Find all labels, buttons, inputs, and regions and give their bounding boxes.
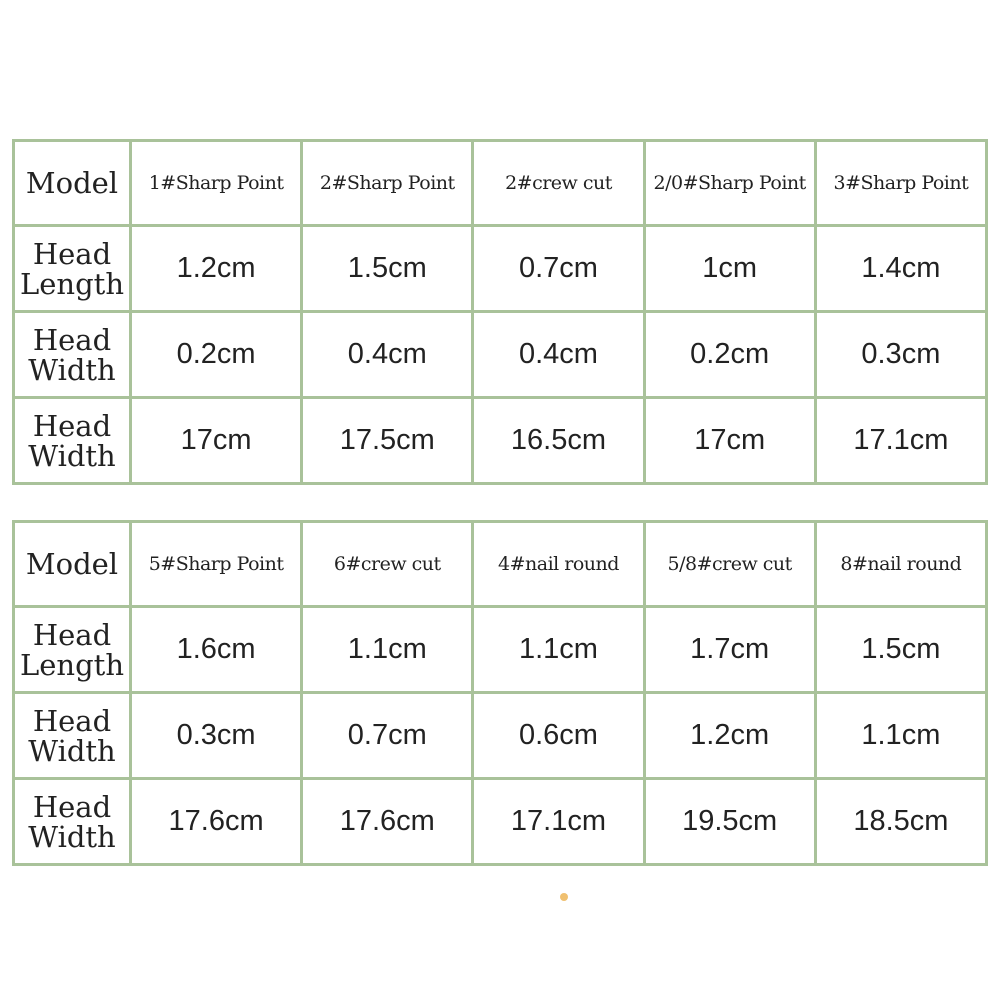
model-name: 4#nail round [473,522,644,607]
row-label [14,607,131,693]
head-length-row [14,607,987,693]
value-cell: 0.7cm [473,226,644,312]
model-row [14,141,987,226]
model-name: 2/0#Sharp Point [644,141,815,226]
row-label-line: Head [32,408,112,443]
value-cell: 1.5cm [302,226,473,312]
head-length-row [14,226,987,312]
head-width-row [14,312,987,398]
row-label-line: Length [20,647,124,682]
value-cell: 17.6cm [302,779,473,865]
value-cell: 1.1cm [473,607,644,693]
value-cell: 0.3cm [815,312,986,398]
value-cell: 1.2cm [644,693,815,779]
row-label [14,398,131,484]
model-name: 6#crew cut [302,522,473,607]
value-cell: 1.7cm [644,607,815,693]
model-name: 2#Sharp Point [302,141,473,226]
model-name: 8#nail round [815,522,986,607]
model-name: 5#Sharp Point [131,522,302,607]
value-cell: 17cm [131,398,302,484]
row-label [14,226,131,312]
row-label-line: Width [28,352,116,387]
value-cell: 0.3cm [131,693,302,779]
model-name: 5/8#crew cut [644,522,815,607]
value-cell: 0.4cm [473,312,644,398]
value-cell: 1.1cm [302,607,473,693]
decorative-dot [560,893,568,901]
spec-table-1 [12,139,988,485]
value-cell: 1.5cm [815,607,986,693]
value-cell: 17cm [644,398,815,484]
row-label-line: Head [32,322,112,357]
row-label [14,312,131,398]
value-cell: 19.5cm [644,779,815,865]
value-cell: 18.5cm [815,779,986,865]
total-length-row [14,398,987,484]
value-cell: 0.2cm [644,312,815,398]
row-label-line: Head [32,617,112,652]
value-cell: 16.5cm [473,398,644,484]
value-cell: 0.7cm [302,693,473,779]
model-header: Model [14,522,131,607]
value-cell: 1.4cm [815,226,986,312]
model-header: Model [14,141,131,226]
row-label [14,693,131,779]
value-cell: 17.6cm [131,779,302,865]
model-name: 2#crew cut [473,141,644,226]
value-cell: 0.6cm [473,693,644,779]
value-cell: 17.1cm [473,779,644,865]
row-label-line: Head [32,703,112,738]
value-cell: 1.6cm [131,607,302,693]
row-label [14,779,131,865]
model-name: 1#Sharp Point [131,141,302,226]
value-cell: 1.2cm [131,226,302,312]
row-label-line: Head [32,789,112,824]
head-width-row [14,693,987,779]
total-length-row [14,779,987,865]
spec-table-2 [12,520,988,866]
value-cell: 1.1cm [815,693,986,779]
row-label-line: Length [20,266,124,301]
value-cell: 0.2cm [131,312,302,398]
model-row [14,522,987,607]
value-cell: 1cm [644,226,815,312]
value-cell: 17.5cm [302,398,473,484]
row-label-line: Width [28,819,116,854]
value-cell: 0.4cm [302,312,473,398]
row-label-line: Head [32,236,112,271]
value-cell: 17.1cm [815,398,986,484]
row-label-line: Width [28,438,116,473]
row-label-line: Width [28,733,116,768]
model-name: 3#Sharp Point [815,141,986,226]
